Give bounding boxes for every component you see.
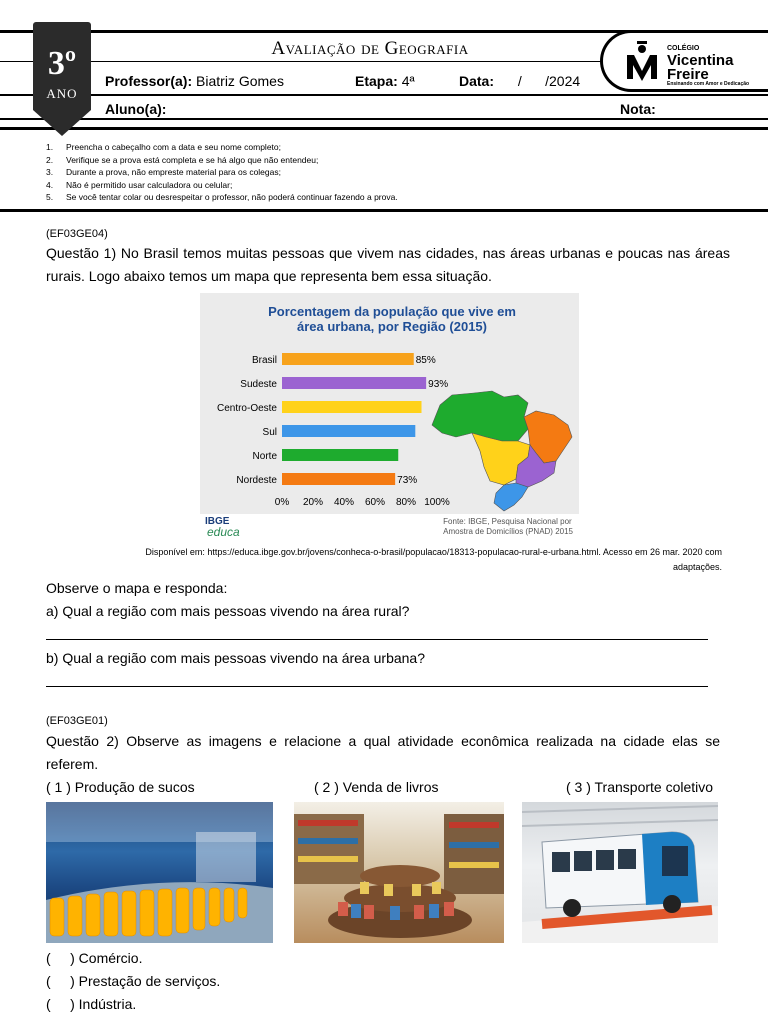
data-label: 85% (415, 355, 436, 366)
juice-bottles-icon (46, 802, 273, 943)
instruction-item: 1. Preencha o cabeçalho com a data e seu nome completo; (46, 142, 281, 152)
ibge-logo-bottom: educa (207, 525, 240, 539)
header-rule (0, 209, 768, 212)
teacher-label: Professor(a): (105, 73, 193, 89)
x-tick-label: 100% (424, 497, 450, 508)
grade-word: ANO (46, 86, 78, 101)
ibge-logo-top: IBGE (205, 516, 230, 527)
chart-title-line2: área urbana, por Região (2015) (296, 319, 488, 334)
answer-line-a[interactable] (46, 639, 708, 640)
answer-line-b[interactable] (46, 686, 708, 687)
bar-centro-oeste (282, 401, 422, 413)
date-label: Data: (459, 73, 495, 89)
page-title: Avaliação de Geografia (271, 38, 469, 59)
student-field[interactable] (105, 101, 166, 117)
chart-source-line1: Fonte: IBGE, Pesquisa Nacional por (443, 517, 572, 526)
date-field[interactable] (459, 73, 580, 89)
teacher-field (105, 73, 284, 89)
instruction-item: 4. Não é permitido usar calculadora ou celular; (46, 179, 233, 190)
x-tick-label: 40% (333, 497, 355, 508)
option-comercio[interactable] (46, 947, 142, 969)
header-rule (0, 94, 768, 96)
bus-icon (522, 802, 718, 943)
category-label: Centro-Oeste (216, 403, 277, 414)
caption-bus: ( 3 ) Transporte coletivo (566, 779, 714, 795)
stage-label: Etapa: (355, 73, 398, 89)
stage-value: 4ª (401, 73, 415, 89)
option-industria[interactable] (46, 993, 136, 1015)
bar-sul (282, 425, 415, 437)
stage-field (355, 73, 415, 89)
data-label: 93% (428, 379, 449, 390)
caption-books: ( 2 ) Venda de livros (314, 779, 439, 795)
option-servicos[interactable] (46, 970, 220, 992)
data-label: 73% (397, 475, 418, 486)
instruction-item: 5. Se você tentar colar ou desrespeitar o professor, não poderá continuar fazendo a prova. (46, 192, 398, 203)
source-citation (50, 545, 722, 575)
category-label: Sudeste (240, 379, 277, 390)
q1-code: (EF03GE04) (46, 228, 108, 240)
x-tick-label: 80% (395, 497, 417, 508)
chart-title-line1: Porcentagem da população que vive em (268, 304, 516, 319)
x-tick-label: 0% (274, 497, 290, 508)
bus-photo (522, 802, 718, 943)
option-label: Indústria. (78, 996, 137, 1012)
school-crest-icon (625, 41, 659, 81)
school-logo (600, 30, 768, 92)
chart-canvas (200, 293, 579, 514)
q2-code: (EF03GE01) (46, 715, 108, 727)
instruction-item: 3. Durante a prova, não empreste material para os colegas; (46, 167, 281, 178)
option-checkbox[interactable]: ( ) (46, 973, 75, 989)
q1-item-a: a) Qual a região com mais pessoas vivendo na área rural? (46, 603, 410, 619)
books-display-icon (294, 802, 504, 943)
bar-norte (282, 449, 398, 461)
option-checkbox[interactable]: ( ) (46, 996, 75, 1012)
map-region-sul (494, 483, 528, 511)
instruction-item: 2. Verifique se a prova está completa e se há algo que não entendeu; (46, 154, 319, 165)
q1-text: Questão 1) No Brasil temos muitas pessoas que vivem nas cidades, nas áreas urbanas e poucas nas áreas rurais. Logo abaixo temos um mapa que representa bem essa situação. (46, 245, 730, 284)
bar-nordeste (282, 473, 395, 485)
source-line1: Disponível em: https://educa.ibge.gov.br/jovens/conheca-o-brasil/populacao/18313-populacao-rural-e-urbana.html. Acesso em 26 mar. 2020 com (145, 547, 722, 557)
q1-item-b: b) Qual a região com mais pessoas vivendo na área urbana? (46, 650, 425, 666)
q2-text: Questão 2) Observe as imagens e relacione a qual atividade econômica realizada na cidade elas se referem. (46, 733, 720, 772)
juice-factory-photo (46, 802, 273, 943)
category-label: Nordeste (236, 475, 277, 486)
map-region-norte (432, 391, 528, 441)
logo-line2: Freire (667, 66, 709, 83)
grade-field[interactable] (620, 101, 656, 117)
bookstore-photo (294, 802, 504, 943)
header-rule (0, 127, 768, 130)
option-label: Prestação de serviços. (78, 973, 221, 989)
option-label: Comércio. (78, 950, 143, 966)
option-checkbox[interactable]: ( ) (46, 950, 75, 966)
teacher-name: Biatriz Gomes (196, 73, 284, 89)
grade-number: 3º (47, 45, 77, 82)
category-label: Brasil (251, 355, 277, 366)
bar-sudeste (282, 377, 426, 389)
brazil-map (432, 391, 572, 511)
header-rule (0, 118, 768, 120)
exam-header (0, 0, 768, 218)
instructions-list (46, 141, 398, 204)
logo-line1: Vicentina (667, 52, 734, 69)
category-label: Sul (262, 427, 277, 438)
logo-small-text: COLÉGIO (667, 45, 700, 52)
category-label: Norte (252, 451, 277, 462)
bar-brasil (282, 353, 414, 365)
chart-source (443, 517, 573, 537)
x-tick-label: 60% (364, 497, 386, 508)
x-tick-label: 20% (302, 497, 324, 508)
q1-instruction: Observe o mapa e responda: (46, 580, 228, 596)
grade-badge (33, 22, 91, 110)
date-value: / /2024 (517, 73, 581, 89)
logo-tagline: Ensinando com Amor e Dedicação (667, 81, 750, 87)
chart-source-line2: Amostra de Domicílios (PNAD) 2015 (443, 527, 573, 536)
caption-juice: ( 1 ) Produção de sucos (46, 779, 195, 795)
urban-population-chart (200, 293, 579, 514)
student-label: Aluno(a): (105, 101, 167, 117)
source-line2: adaptações. (672, 562, 722, 572)
grade-label: Nota: (620, 101, 656, 117)
chart-credit (205, 516, 577, 540)
